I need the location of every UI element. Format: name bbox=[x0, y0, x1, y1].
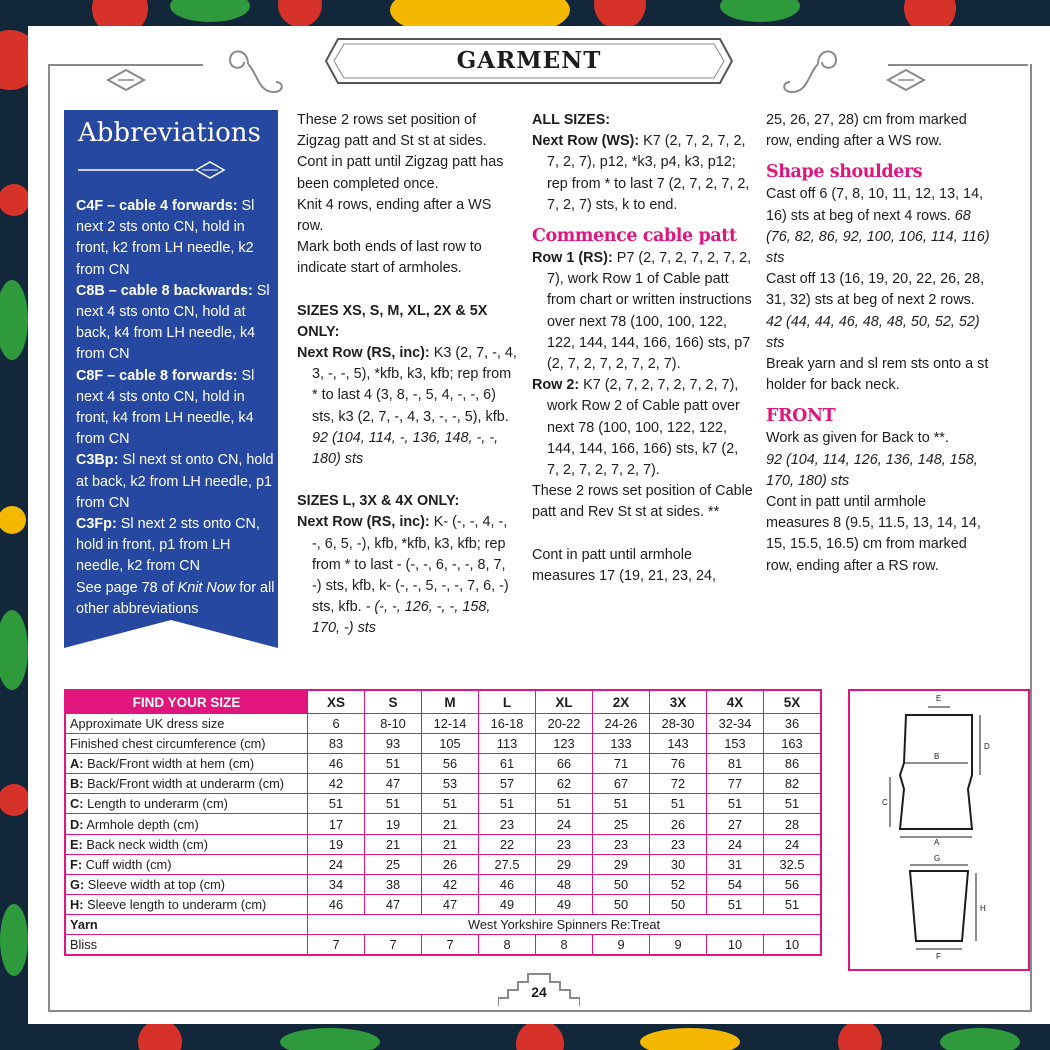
size-heading: SIZES L, 3X & 4X ONLY: bbox=[297, 493, 460, 510]
table-cell: 54 bbox=[707, 874, 764, 894]
garment-schematic bbox=[850, 691, 1028, 969]
table-cell: 76 bbox=[650, 754, 707, 774]
size-column-header: 3X bbox=[650, 690, 707, 714]
table-cell: 9 bbox=[593, 935, 650, 956]
table-cell: 25 bbox=[593, 814, 650, 834]
paragraph: Cont in patt until Zigzag patt has been completed once. bbox=[297, 154, 504, 192]
instructions-column-3 bbox=[766, 110, 990, 577]
row-label: Bliss bbox=[65, 935, 308, 956]
table-cell: 26 bbox=[422, 854, 479, 874]
size-column-header: L bbox=[479, 690, 536, 714]
paragraph: Cont in patt until armhole measures 8 (9.5, 11.5, 13, 14, 14, 15, 15.5, 16.5) cm from marked row, ending after a RS row. bbox=[766, 494, 981, 574]
label-c: C bbox=[882, 798, 888, 807]
table-cell: 19 bbox=[308, 834, 365, 854]
yarn-row bbox=[65, 914, 821, 934]
row-label: D: Armhole depth (cm) bbox=[65, 814, 308, 834]
table-cell: 28 bbox=[764, 814, 822, 834]
table-title: FIND YOUR SIZE bbox=[65, 690, 308, 714]
paragraph: Break yarn and sl rem sts onto a st holder for back neck. bbox=[766, 356, 989, 394]
table-cell: 29 bbox=[593, 854, 650, 874]
table-row bbox=[65, 834, 821, 854]
page-title: GARMENT bbox=[456, 47, 602, 74]
table-cell: 21 bbox=[422, 814, 479, 834]
table-cell: 72 bbox=[650, 774, 707, 794]
table-cell: 47 bbox=[365, 894, 422, 914]
table-cell: 8 bbox=[479, 935, 536, 956]
table-cell: 34 bbox=[308, 874, 365, 894]
section-heading: Commence cable patt bbox=[532, 226, 737, 247]
table-cell: 46 bbox=[308, 754, 365, 774]
table-cell: 56 bbox=[422, 754, 479, 774]
table-cell: 56 bbox=[764, 874, 822, 894]
table-row bbox=[65, 714, 821, 734]
label-f: F bbox=[936, 952, 941, 961]
abbreviation-item: C3Bp: Sl next st onto CN, hold at back, k2 from LH needle, p1 from CN bbox=[76, 452, 274, 511]
table-cell: 57 bbox=[479, 774, 536, 794]
table-cell: 42 bbox=[422, 874, 479, 894]
table-cell: 7 bbox=[422, 935, 479, 956]
row-label: F: Cuff width (cm) bbox=[65, 854, 308, 874]
table-cell: 10 bbox=[764, 935, 822, 956]
table-row bbox=[65, 754, 821, 774]
size-column-header: 4X bbox=[707, 690, 764, 714]
table-cell: 17 bbox=[308, 814, 365, 834]
table-cell: 53 bbox=[422, 774, 479, 794]
table-cell: 8-10 bbox=[365, 714, 422, 734]
table-cell: 24 bbox=[308, 854, 365, 874]
right-leaf-ornament-icon bbox=[728, 42, 968, 102]
instruction-row: Next Row (RS, inc): K3 (2, 7, -, 4, 3, -, -, 5), *kfb, k3, kfb; rep from * to last 4 (3, 8, -, 5, 4, -, -, 6) sts, k3 (2, 7, -, 4, 3, -, -, 5), kfb. 92 (104, 114, -, 136, 148, -, -, 180) sts bbox=[297, 345, 517, 468]
table-cell: 163 bbox=[764, 734, 822, 754]
table-cell: 46 bbox=[308, 894, 365, 914]
yarn-label: Yarn bbox=[65, 914, 308, 934]
table-cell: 24 bbox=[707, 834, 764, 854]
table-row bbox=[65, 734, 821, 754]
table-cell: 32.5 bbox=[764, 854, 822, 874]
table-cell: 153 bbox=[707, 734, 764, 754]
table-cell: 21 bbox=[365, 834, 422, 854]
table-cell: 6 bbox=[308, 714, 365, 734]
paragraph: Knit 4 rows, ending after a WS row. bbox=[297, 196, 492, 235]
table-cell: 25 bbox=[365, 854, 422, 874]
label-d: D bbox=[984, 742, 990, 751]
table-cell: 16-18 bbox=[479, 714, 536, 734]
table-cell: 50 bbox=[650, 894, 707, 914]
table-cell: 23 bbox=[650, 834, 707, 854]
table-cell: 51 bbox=[422, 794, 479, 814]
table-cell: 42 bbox=[308, 774, 365, 794]
table-cell: 51 bbox=[308, 794, 365, 814]
size-column-header: XL bbox=[536, 690, 593, 714]
table-cell: 51 bbox=[593, 794, 650, 814]
table-cell: 24 bbox=[536, 814, 593, 834]
size-heading: SIZES XS, S, M, XL, 2X & 5X ONLY: bbox=[297, 302, 488, 340]
left-leaf-ornament-icon bbox=[98, 42, 338, 102]
table-cell: 19 bbox=[365, 814, 422, 834]
label-b: B bbox=[934, 752, 940, 761]
table-cell: 51 bbox=[479, 794, 536, 814]
label-a: A bbox=[934, 838, 940, 847]
table-cell: 23 bbox=[479, 814, 536, 834]
table-cell: 7 bbox=[365, 935, 422, 956]
table-cell: 49 bbox=[479, 894, 536, 914]
row-label: Approximate UK dress size bbox=[65, 714, 308, 734]
table-cell: 31 bbox=[707, 854, 764, 874]
body-schematic bbox=[900, 715, 972, 829]
table-row bbox=[65, 935, 821, 956]
table-cell: 93 bbox=[365, 734, 422, 754]
paragraph: Cast off 6 (7, 8, 10, 11, 12, 13, 14, 16) sts at beg of next 4 rows. 68 (76, 82, 86, 92, 100, 106, 114, 116) sts bbox=[766, 186, 990, 267]
instructions-column-1 bbox=[297, 110, 519, 640]
table-cell: 21 bbox=[422, 834, 479, 854]
table-cell: 27.5 bbox=[479, 854, 536, 874]
size-column-header: M bbox=[422, 690, 479, 714]
row-label: G: Sleeve width at top (cm) bbox=[65, 874, 308, 894]
table-cell: 51 bbox=[536, 794, 593, 814]
table-cell: 29 bbox=[536, 854, 593, 874]
table-row bbox=[65, 794, 821, 814]
paragraph: Work as given for Back to **. bbox=[766, 430, 949, 447]
abbreviation-item: C4F – cable 4 forwards: Sl next 2 sts onto CN, hold in front, k2 from LH needle, k2 from CN bbox=[76, 198, 255, 278]
label-e: E bbox=[936, 694, 942, 703]
instructions-column-2 bbox=[532, 110, 754, 587]
table-cell: 36 bbox=[764, 714, 822, 734]
leaf-divider-icon bbox=[76, 156, 236, 184]
paragraph: Cast off 13 (16, 19, 20, 22, 26, 28, 31, 32) sts at beg of next 2 rows. 42 (44, 44, 46, 48, 48, 50, 52, 52) sts bbox=[766, 271, 985, 351]
table-cell: 24 bbox=[764, 834, 822, 854]
table-cell: 61 bbox=[479, 754, 536, 774]
table-row bbox=[65, 814, 821, 834]
abbreviations-list bbox=[76, 196, 276, 620]
table-cell: 86 bbox=[764, 754, 822, 774]
abbreviation-item: C8F – cable 8 forwards: Sl next 4 sts onto CN, hold in front, k4 from LH needle, k4 from CN bbox=[76, 367, 255, 448]
table-cell: 51 bbox=[707, 894, 764, 914]
table-cell: 46 bbox=[479, 874, 536, 894]
size-column-header: S bbox=[365, 690, 422, 714]
table-cell: 62 bbox=[536, 774, 593, 794]
table-cell: 51 bbox=[764, 794, 822, 814]
table-cell: 133 bbox=[593, 734, 650, 754]
abbreviations-footer: See page 78 of Knit Now for all other abbreviations bbox=[76, 579, 275, 617]
section-heading: Shape shoulders bbox=[766, 162, 923, 183]
table-row bbox=[65, 854, 821, 874]
table-cell: 51 bbox=[650, 794, 707, 814]
instruction-row: Row 2: K7 (2, 7, 2, 7, 2, 7, 2, 7), work Row 2 of Cable patt over next 78 (100, 100, 122, 122, 144, 144, 166, 166) sts, k7 (2, 7, 2, 7, 2, 7, 2, 7). bbox=[532, 377, 740, 479]
table-cell: 7 bbox=[308, 935, 365, 956]
table-row bbox=[65, 774, 821, 794]
magazine-page bbox=[28, 26, 1050, 1024]
table-cell: 51 bbox=[764, 894, 822, 914]
table-cell: 83 bbox=[308, 734, 365, 754]
table-cell: 20-22 bbox=[536, 714, 593, 734]
size-table bbox=[64, 689, 822, 956]
table-row bbox=[65, 874, 821, 894]
table-cell: 67 bbox=[593, 774, 650, 794]
table-cell: 10 bbox=[707, 935, 764, 956]
table-cell: 8 bbox=[536, 935, 593, 956]
paragraph: 92 (104, 114, 126, 136, 148, 158, 170, 180) sts bbox=[766, 451, 978, 489]
abbreviations-title: Abbreviations bbox=[78, 118, 261, 148]
yarn-name: West Yorkshire Spinners Re:Treat bbox=[308, 914, 822, 934]
table-cell: 50 bbox=[593, 894, 650, 914]
table-cell: 32-34 bbox=[707, 714, 764, 734]
table-cell: 47 bbox=[422, 894, 479, 914]
table-cell: 23 bbox=[593, 834, 650, 854]
size-column-header: XS bbox=[308, 690, 365, 714]
table-cell: 50 bbox=[593, 874, 650, 894]
table-cell: 113 bbox=[479, 734, 536, 754]
paragraph: Mark both ends of last row to indicate start of armholes. bbox=[297, 239, 482, 277]
table-cell: 51 bbox=[365, 754, 422, 774]
abbreviation-item: C3Fp: Sl next 2 sts onto CN, hold in front, p1 from LH needle, k2 from CN bbox=[76, 516, 260, 575]
row-label: A: Back/Front width at hem (cm) bbox=[65, 754, 308, 774]
size-header-row bbox=[65, 690, 821, 714]
table-cell: 9 bbox=[650, 935, 707, 956]
instruction-row: Row 1 (RS): P7 (2, 7, 2, 7, 2, 7, 2, 7), work Row 1 of Cable patt from chart or written instructions over next 78 (100, 100, 122, 122, 144, 144, 166, 166) sts, p7 (2, 7, 2, 7, 2, 7, 2, 7). bbox=[532, 250, 752, 373]
section-heading: FRONT bbox=[766, 406, 836, 427]
table-cell: 51 bbox=[365, 794, 422, 814]
table-cell: 22 bbox=[479, 834, 536, 854]
sleeve-schematic bbox=[910, 871, 968, 941]
instruction-row: Next Row (RS, inc): K- (-, -, 4, -, -, 6, 5, -), kfb, *kfb, k3, kfb; rep from * to last - (-, -, 6, -, -, 8, 7, -) sts, kfb, k- (-, -, 5, -, -, 7, 6, -) sts, kfb. - (-, -, 126, -, -, 158, 170, -) sts bbox=[297, 514, 509, 637]
table-cell: 71 bbox=[593, 754, 650, 774]
table-cell: 28-30 bbox=[650, 714, 707, 734]
row-label: E: Back neck width (cm) bbox=[65, 834, 308, 854]
table-cell: 123 bbox=[536, 734, 593, 754]
table-cell: 51 bbox=[707, 794, 764, 814]
table-cell: 81 bbox=[707, 754, 764, 774]
paragraph: These 2 rows set position of Zigzag patt and St st at sides. bbox=[297, 112, 487, 150]
table-cell: 48 bbox=[536, 874, 593, 894]
table-cell: 52 bbox=[650, 874, 707, 894]
page-number: 24 bbox=[531, 984, 547, 1000]
row-label: Finished chest circumference (cm) bbox=[65, 734, 308, 754]
table-cell: 77 bbox=[707, 774, 764, 794]
table-cell: 23 bbox=[536, 834, 593, 854]
table-cell: 49 bbox=[536, 894, 593, 914]
table-cell: 30 bbox=[650, 854, 707, 874]
table-cell: 143 bbox=[650, 734, 707, 754]
table-cell: 38 bbox=[365, 874, 422, 894]
abbreviation-item: C8B – cable 8 backwards: Sl next 4 sts onto CN, hold at back, k4 from LH needle, k4 from CN bbox=[76, 282, 270, 363]
table-cell: 12-14 bbox=[422, 714, 479, 734]
table-row bbox=[65, 894, 821, 914]
table-cell: 82 bbox=[764, 774, 822, 794]
size-column-header: 2X bbox=[593, 690, 650, 714]
size-heading: ALL SIZES: bbox=[532, 112, 611, 128]
table-cell: 26 bbox=[650, 814, 707, 834]
instruction-row: Next Row (WS): K7 (2, 7, 2, 7, 2, 7, 2, 7), p12, *k3, p4, k3, p12; rep from * to last 7 (2, 7, 2, 7, 2, 7, 2, 7) sts, k to end. bbox=[532, 133, 750, 213]
table-cell: 66 bbox=[536, 754, 593, 774]
paragraph: Cont in patt until armhole measures 17 (19, 21, 23, 24, bbox=[532, 546, 716, 584]
measurement-diagram bbox=[848, 689, 1030, 971]
size-column-header: 5X bbox=[764, 690, 822, 714]
label-g: G bbox=[934, 854, 941, 863]
paragraph: 25, 26, 27, 28) cm from marked row, ending after a WS row. bbox=[766, 112, 967, 150]
table-cell: 24-26 bbox=[593, 714, 650, 734]
table-cell: 47 bbox=[365, 774, 422, 794]
row-label: C: Length to underarm (cm) bbox=[65, 794, 308, 814]
label-h: H bbox=[980, 904, 986, 913]
row-label: H: Sleeve length to underarm (cm) bbox=[65, 894, 308, 914]
row-label: B: Back/Front width at underarm (cm) bbox=[65, 774, 308, 794]
paragraph: These 2 rows set position of Cable patt and Rev St st at sides. ** bbox=[532, 483, 753, 521]
table-cell: 27 bbox=[707, 814, 764, 834]
table-cell: 105 bbox=[422, 734, 479, 754]
